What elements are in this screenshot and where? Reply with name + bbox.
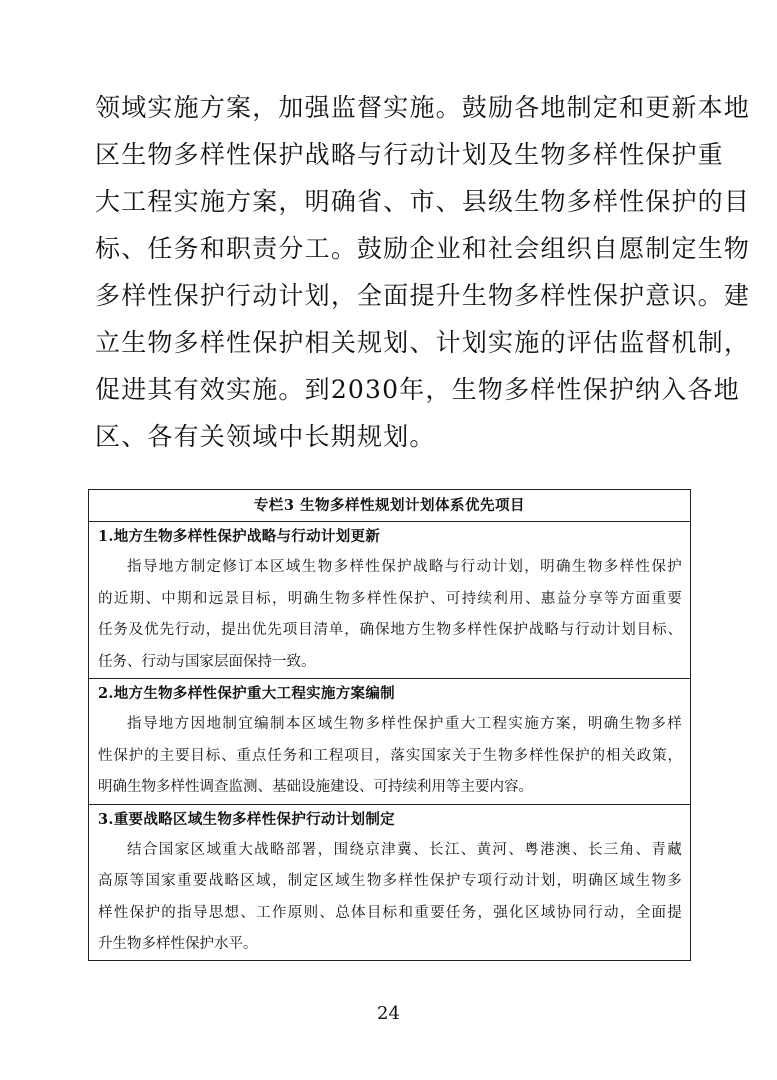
- page-number: 24: [377, 1003, 400, 1024]
- section-text-line: 指 导 地 方 制 定 修 订 本 区 域 生 物 多 样 性 保 护 战 略 与 行 动 计 划 ， 明 确 生 物 多 样 性 保 护: [127, 559, 682, 575]
- body-paragraph-line: 标 、 任 务 和 职 责 分 工 。 鼓 励 企 业 和 社 会 组 织 自 愿 制 定 生 物: [95, 234, 751, 263]
- section-text-line: 的 近 期 、 中 期 和 远 景 目 标 ， 明 确 生 物 多 样 性 保 护 、 可 持 续 利 用 、 惠 益 分 享 等 方 面 重 要: [98, 590, 682, 607]
- section-text-line: 指 导 地 方 因 地 制 宜 编 制 本 区 域 生 物 多 样 性 保 护 重 大 工 程 实 施 方 案 ， 明 确 生 物 多 样: [127, 716, 682, 732]
- box-section: [89, 522, 690, 679]
- section-heading: 2.地方生物多样性保护重大工程实施方案编制: [98, 685, 395, 702]
- section-text-line: 高 原 等 国 家 重 要 战 略 区 域 ， 制 定 区 域 生 物 多 样 性 保 护 专 项 行 动 计 划 ， 明 确 区 域 生 物 多: [98, 873, 682, 889]
- box-sections: [89, 522, 690, 961]
- box-section: [89, 805, 690, 961]
- section-heading: 1.地方生物多样性保护战略与行动计划更新: [98, 528, 381, 545]
- body-paragraph-line: 区 生 物 多 样 性 保 护 战 略 与 行 动 计 划 及 生 物 多 样 性 保 护 重: [95, 140, 724, 169]
- section-text-line: 样 性 保 护 的 指 导 思 想 、 工 作 原 则 、 总 体 目 标 和 重 要 任 务 ， 强 化 区 域 协 同 行 动 ， 全 面 提: [98, 904, 682, 921]
- body-paragraph-line: 促 进 其 有 效 实 施 。 到 2030 年 ， 生 物 多 样 性 保 护 纳 入 各 地: [95, 375, 740, 404]
- box-title: 专栏3 生物多样性规划计划体系优先项目: [89, 490, 690, 522]
- box-section: [89, 679, 690, 805]
- section-text-line: 明确生物多样性调查监测、基础设施建设、可持续利用等主要内容。: [98, 779, 533, 795]
- body-paragraph-line: 多 样 性 保 护 行 动 计 划 ， 全 面 提 升 生 物 多 样 性 保 护 意 识 。 建: [95, 281, 751, 310]
- body-paragraph-line: 区、各有关领域中长期规划。: [95, 422, 436, 451]
- section-text-line: 任 务 及 优 先 行 动 ， 提 出 优 先 项 目 清 单 ， 确 保 地 方 生 物 多 样 性 保 护 战 略 与 行 动 计 划 目 标 、: [98, 622, 682, 638]
- body-paragraph-line: 立 生 物 多 样 性 保 护 相 关 规 划 、 计 划 实 施 的 评 估 监 督 机 制 ，: [95, 328, 751, 357]
- section-text-line: 结 合 国 家 区 域 重 大 战 略 部 署 ， 围 绕 京 津 冀 、 长 江 、 黄 河 、 粤 港 澳 、 长 三 角 、 青 藏: [127, 841, 682, 858]
- section-text-line: 性 保 护 的 主 要 目 标 、 重 点 任 务 和 工 程 项 目 ， 落 实 国 家 关 于 生 物 多 样 性 保 护 的 相 关 政 策 ，: [98, 747, 682, 764]
- body-text: [95, 84, 751, 460]
- body-paragraph-line: 大 工 程 实 施 方 案 ， 明 确 省 、 市 、 县 级 生 物 多 样 性 保 护 的 目: [95, 187, 751, 216]
- body-paragraph-line: 领 域 实 施 方 案 ， 加 强 监 督 实 施 。 鼓 励 各 地 制 定 和 更 新 本 地: [95, 93, 751, 122]
- column-box: [88, 489, 691, 961]
- section-text-line: 任务、行动与国家层面保持一致。: [98, 653, 316, 670]
- section-text-line: 升生物多样性保护水平。: [98, 936, 258, 952]
- section-heading: 3.重要战略区域生物多样性保护行动计划制定: [98, 810, 395, 828]
